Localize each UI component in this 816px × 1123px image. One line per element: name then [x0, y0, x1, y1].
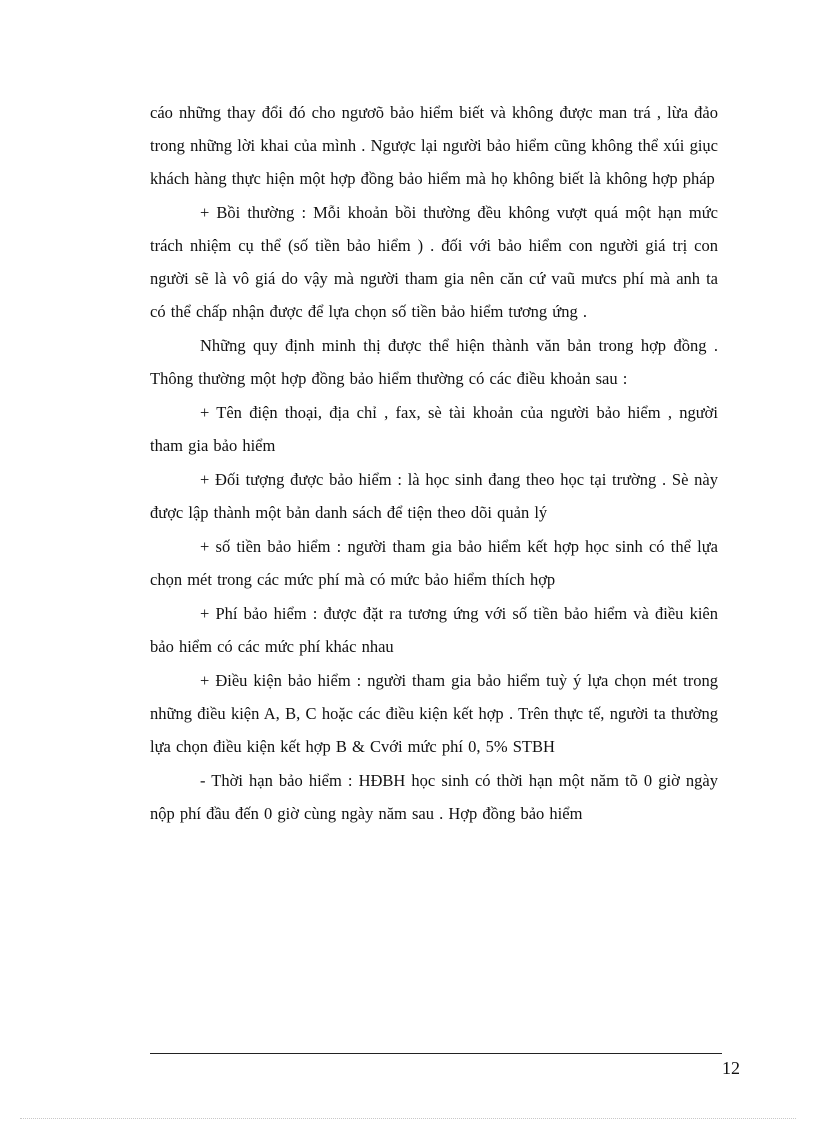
paragraph-sum-insured: + số tiền bảo hiểm : người tham gia bảo hiểm kết hợp học sinh có thể lựa chọn mét trong các mức phí mà có mức bảo hiểm thích hợp — [150, 537, 718, 589]
paragraph-contact-info: + Tên điện thoại, địa chỉ , fax, sè tài khoản của người bảo hiểm , người tham gia bảo hiểm — [150, 403, 718, 455]
paragraph-term: - Thời hạn bảo hiểm : HĐBH học sinh có thời hạn một năm tõ 0 giờ ngày nộp phí đầu đến 0 giờ cùng ngày năm sau . Hợp đồng bảo hiểm — [150, 771, 718, 823]
paragraph-explicit-provisions: Những quy định minh thị được thể hiện thành văn bản trong hợp đồng . Thông thường một hợp đồng bảo hiểm thường có các điều khoản sau : — [150, 336, 718, 388]
paragraph-compensation: + Bồi thường : Mỗi khoản bồi thường đều không vượt quá một hạn mức trách nhiệm cụ thể (số tiền bảo hiểm ) . đối với bảo hiểm con người giá trị con người sẽ là vô giá do vậy mà người tham gia nên căn cứ vaũ mưcs phí mà anh ta có thể chấp nhận được để lựa chọn số tiền bảo hiểm tương ứng . — [150, 203, 718, 321]
footer-divider — [150, 1053, 722, 1054]
paragraph-premium: + Phí bảo hiểm : được đặt ra tương ứng với số tiền bảo hiểm và điều kiên bảo hiểm có các mức phí khác nhau — [150, 604, 718, 656]
paragraph-insured-object: + Đối tượng được bảo hiểm : là học sinh đang theo học tại trường . Sè này được lập thành một bản danh sách để tiện theo dõi quản lý — [150, 470, 718, 522]
page-bottom-edge — [20, 1118, 796, 1119]
page-number: 12 — [722, 1058, 740, 1078]
paragraph-continuation: cáo những thay đổi đó cho ngươõ bảo hiểm biết và không được man trá , lừa đảo trong những lời khai của mình . Ngược lại người bảo hiểm cũng không thể xúi giục khách hàng thực hiện một hợp đồng bảo hiểm mà họ không biết là không hợp pháp — [150, 103, 718, 188]
paragraph-conditions: + Điều kiện bảo hiểm : người tham gia bảo hiểm tuỳ ý lựa chọn mét trong những điều kiện A, B, C hoặc các điều kiện kết hợp . Trên thực tế, người ta thường lựa chọn điều kiện kết hợp B & Cvới mức phí 0, 5% STBH — [150, 671, 718, 756]
body-text — [150, 96, 718, 830]
